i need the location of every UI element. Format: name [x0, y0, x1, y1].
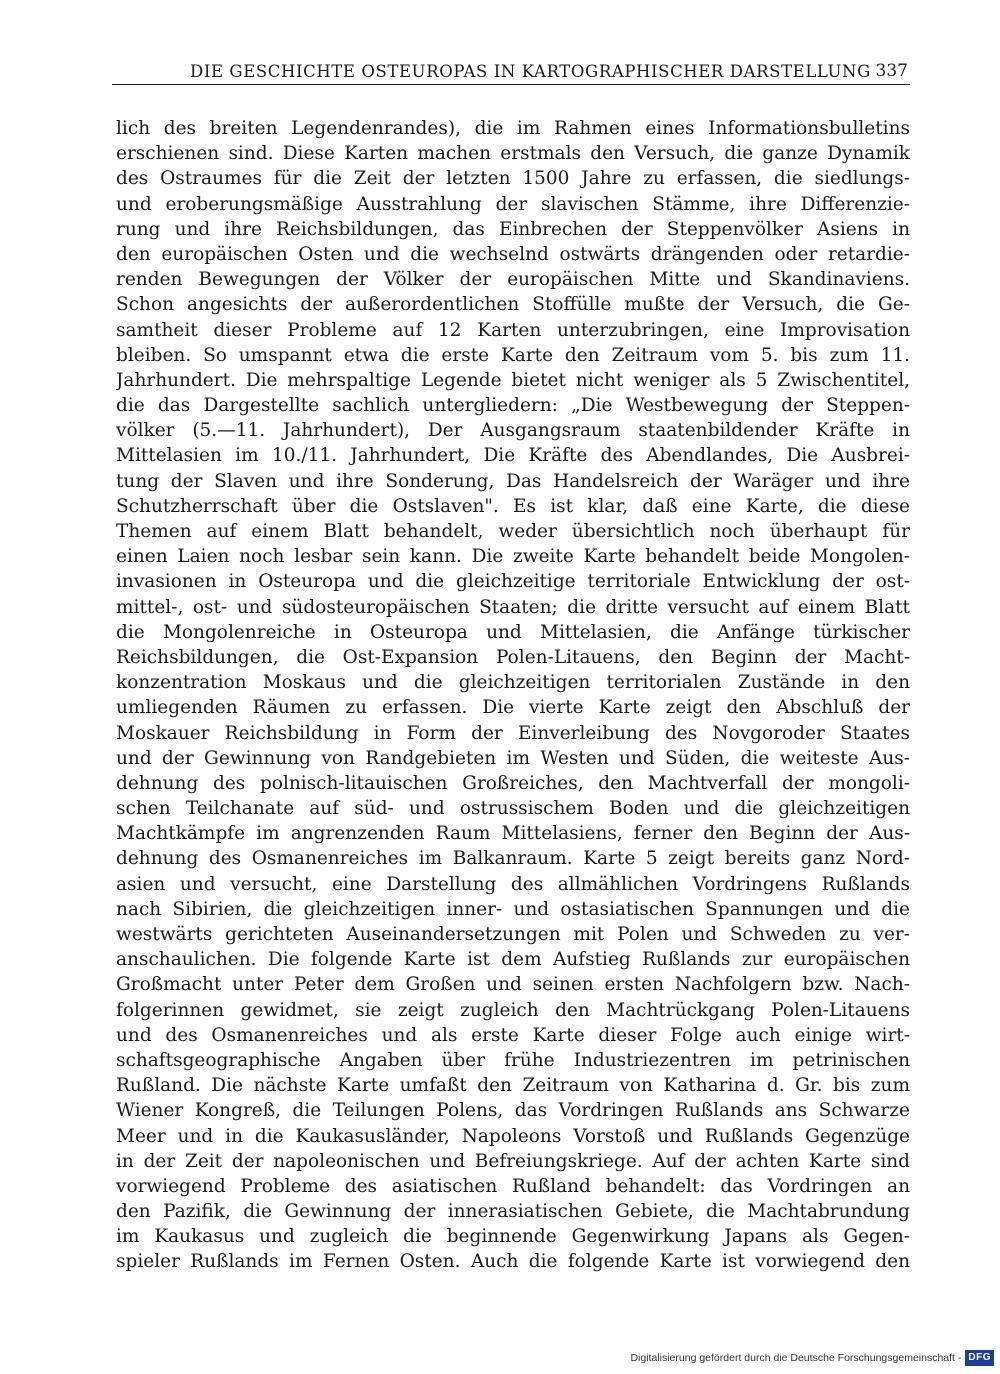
running-head: [112, 58, 910, 85]
text-line: invasionen in Osteuropa und die gleichzeitige territoriale Entwicklung der ost-: [116, 571, 910, 593]
text-line: folgerinnen gewidmet, sie zeigt zugleich den Machtrückgang Polen-Litauens: [116, 999, 910, 1021]
text-line: anschaulichen. Die folgende Karte ist dem Aufstieg Rußlands zur europäischen: [116, 949, 910, 971]
text-line: Machtkämpfe im angrenzenden Raum Mittelasiens, ferner den Beginn der Aus-: [116, 823, 910, 845]
text-line: konzentration Moskaus und die gleichzeitigen territorialen Zustände in den: [116, 672, 910, 694]
text-line: schen Teilchanate auf süd- und ostrussischem Boden und die gleichzeitigen: [116, 798, 910, 820]
text-line: Wiener Kongreß, die Teilungen Polens, das Vordringen Rußlands ans Schwarze: [116, 1100, 910, 1122]
text-line: und eroberungsmäßige Ausstrahlung der slavischen Stämme, ihre Differenzie-: [116, 193, 910, 215]
text-line: erschienen sind. Diese Karten machen erstmals den Versuch, die ganze Dynamik: [116, 143, 910, 165]
text-line: nach Sibirien, die gleichzeitigen inner- und ostasiatischen Spannungen und die: [116, 898, 910, 920]
text-line: einen Laien noch lesbar sein kann. Die zweite Karte behandelt beide Mongolen-: [116, 546, 910, 568]
text-line: Großmacht unter Peter dem Großen und seinen ersten Nachfolgern bzw. Nach-: [116, 974, 910, 996]
body-text: [116, 116, 910, 1275]
text-line: und des Osmanenreiches und als erste Karte dieser Folge auch einige wirt-: [116, 1024, 910, 1046]
text-line: mittel-, ost- und südosteuropäischen Staaten; die dritte versucht auf einem Blatt: [116, 596, 910, 618]
text-line: Schutzherrschaft über die Ostslaven". Es ist klar, daß eine Karte, die diese: [116, 495, 910, 517]
text-line: vorwiegend Probleme des asiatischen Rußland behandelt: das Vordringen an: [116, 1175, 910, 1197]
text-line: den europäischen Osten und die wechselnd ostwärts drängenden oder retardie-: [116, 243, 910, 265]
text-line: Jahrhundert. Die mehrspaltige Legende bietet nicht weniger als 5 Zwischentitel,: [116, 369, 910, 391]
text-line: tung der Slaven und ihre Sonderung, Das Handelsreich der Waräger und ihre: [116, 470, 910, 492]
dfg-logo: DFG: [965, 1350, 994, 1366]
text-line: samtheit dieser Probleme auf 12 Karten unterzubringen, eine Improvisation: [116, 319, 910, 341]
text-line: dehnung des Osmanenreiches im Balkanraum. Karte 5 zeigt bereits ganz Nord-: [116, 848, 910, 870]
text-line: Themen auf einem Blatt behandelt, weder übersichtlich noch überhaupt für: [116, 521, 910, 542]
text-line: die das Dargestellte sachlich untergliedern: „Die Westbewegung der Steppen-: [116, 395, 910, 417]
text-line: westwärts gerichteten Auseinandersetzungen mit Polen und Schweden zu ver-: [116, 924, 910, 945]
text-line: asien und versucht, eine Darstellung des allmählichen Vordringens Rußlands: [116, 873, 910, 895]
text-line: den Pazifik, die Gewinnung der innerasiatischen Gebiete, die Machtabrundung: [116, 1201, 910, 1223]
text-line: und der Gewinnung von Randgebieten im Westen und Süden, die weiteste Aus-: [116, 747, 910, 769]
text-line: die Mongolenreiche in Osteuropa und Mittelasien, die Anfänge türkischer: [116, 621, 910, 643]
text-line: lich des breiten Legendenrandes), die im Rahmen eines Informationsbulletins: [116, 118, 910, 139]
text-line: spieler Rußlands im Fernen Osten. Auch die folgende Karte ist vorwiegend den: [116, 1251, 910, 1273]
text-line: Rußland. Die nächste Karte umfaßt den Zeitraum von Katharina d. Gr. bis zum: [116, 1075, 910, 1097]
text-line: Moskauer Reichsbildung in Form der Einverleibung des Novgoroder Staates: [116, 722, 910, 744]
text-line: in der Zeit der napoleonischen und Befreiungskriege. Auf der achten Karte sind: [116, 1150, 910, 1172]
text-line: Meer und in die Kaukasusländer, Napoleons Vorstoß und Rußlands Gegenzüge: [116, 1125, 910, 1147]
text-line: dehnung des polnisch-litauischen Großreiches, den Machtverfall der mongoli-: [116, 772, 910, 794]
text-line: umliegenden Räumen zu erfassen. Die vierte Karte zeigt den Abschluß der: [116, 697, 910, 719]
text-line: Reichsbildungen, die Ost-Expansion Polen-Litauens, den Beginn der Macht-: [116, 646, 910, 668]
footer: [630, 1348, 994, 1368]
page-number: 337: [875, 61, 908, 81]
text-line: im Kaukasus und zugleich die beginnende Gegenwirkung Japans als Gegen-: [116, 1226, 910, 1248]
text-line: rung und ihre Reichsbildungen, das Einbrechen der Steppenvölker Asiens in: [116, 218, 910, 240]
text-line: Schon angesichts der außerordentlichen Stoffülle mußte der Versuch, die Ge-: [116, 294, 910, 316]
text-line: völker (5.—11. Jahrhundert), Der Ausgangsraum staatenbildender Kräfte in: [116, 420, 910, 442]
digitization-note: Digitalisierung gefördert durch die Deutsche Forschungsgemeinschaft -: [630, 1352, 962, 1364]
text-line: des Ostraumes für die Zeit der letzten 1500 Jahre zu erfassen, die siedlungs-: [116, 168, 910, 190]
running-title: DIE GESCHICHTE OSTEUROPAS IN KARTOGRAPHISCHER DARSTELLUNG: [190, 62, 871, 81]
text-line: bleiben. So umspannt etwa die erste Karte den Zeitraum vom 5. bis zum 11.: [116, 344, 910, 366]
text-line: renden Bewegungen der Völker der europäischen Mitte und Skandinaviens.: [116, 269, 910, 291]
text-line: schaftsgeographische Angaben über frühe Industriezentren im petrinischen: [116, 1049, 910, 1071]
text-line: Mittelasien im 10./11. Jahrhundert, Die Kräfte des Abendlandes, Die Ausbrei-: [116, 445, 910, 467]
